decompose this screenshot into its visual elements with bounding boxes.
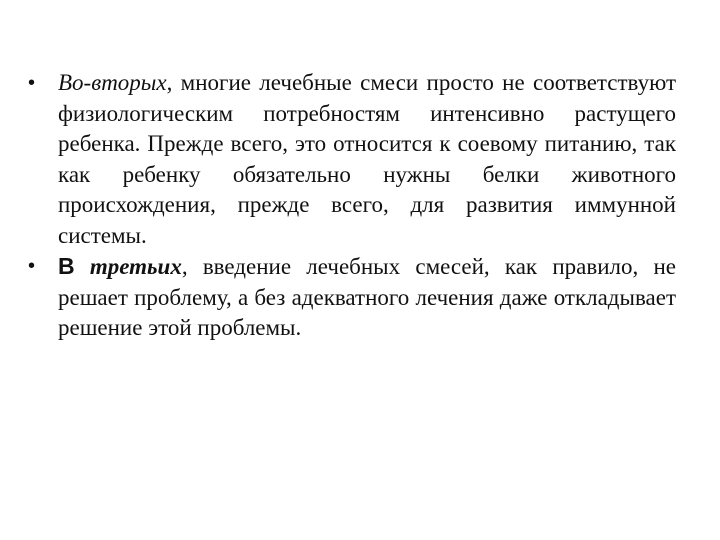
bullet-item-secondly — [26, 68, 676, 251]
bullet-dot: • — [28, 72, 36, 94]
bullet-item-thirdly — [26, 251, 676, 344]
bullet-body-text: , введение лечебных смесей, как правило, не решает проблему, а без адекватного лечения даже откладывает решение этой проблемы. — [58, 254, 676, 340]
bullet-dot: • — [28, 255, 36, 277]
bullet-lead-prefix: В — [58, 253, 75, 279]
bullet-lead-text: Во-вторых — [58, 70, 167, 95]
slide-content — [26, 68, 676, 344]
bullet-body-text: , многие лечебные смеси просто не соответствуют физиологическим потребностям интенсивно растущего ребенка. Прежде всего, это относится к соевому питанию, так как ребенку обязательно нужны белки животного происхождения, прежде всего, для развития иммунной системы. — [58, 70, 676, 248]
bullet-lead-text: третьих — [74, 254, 182, 279]
